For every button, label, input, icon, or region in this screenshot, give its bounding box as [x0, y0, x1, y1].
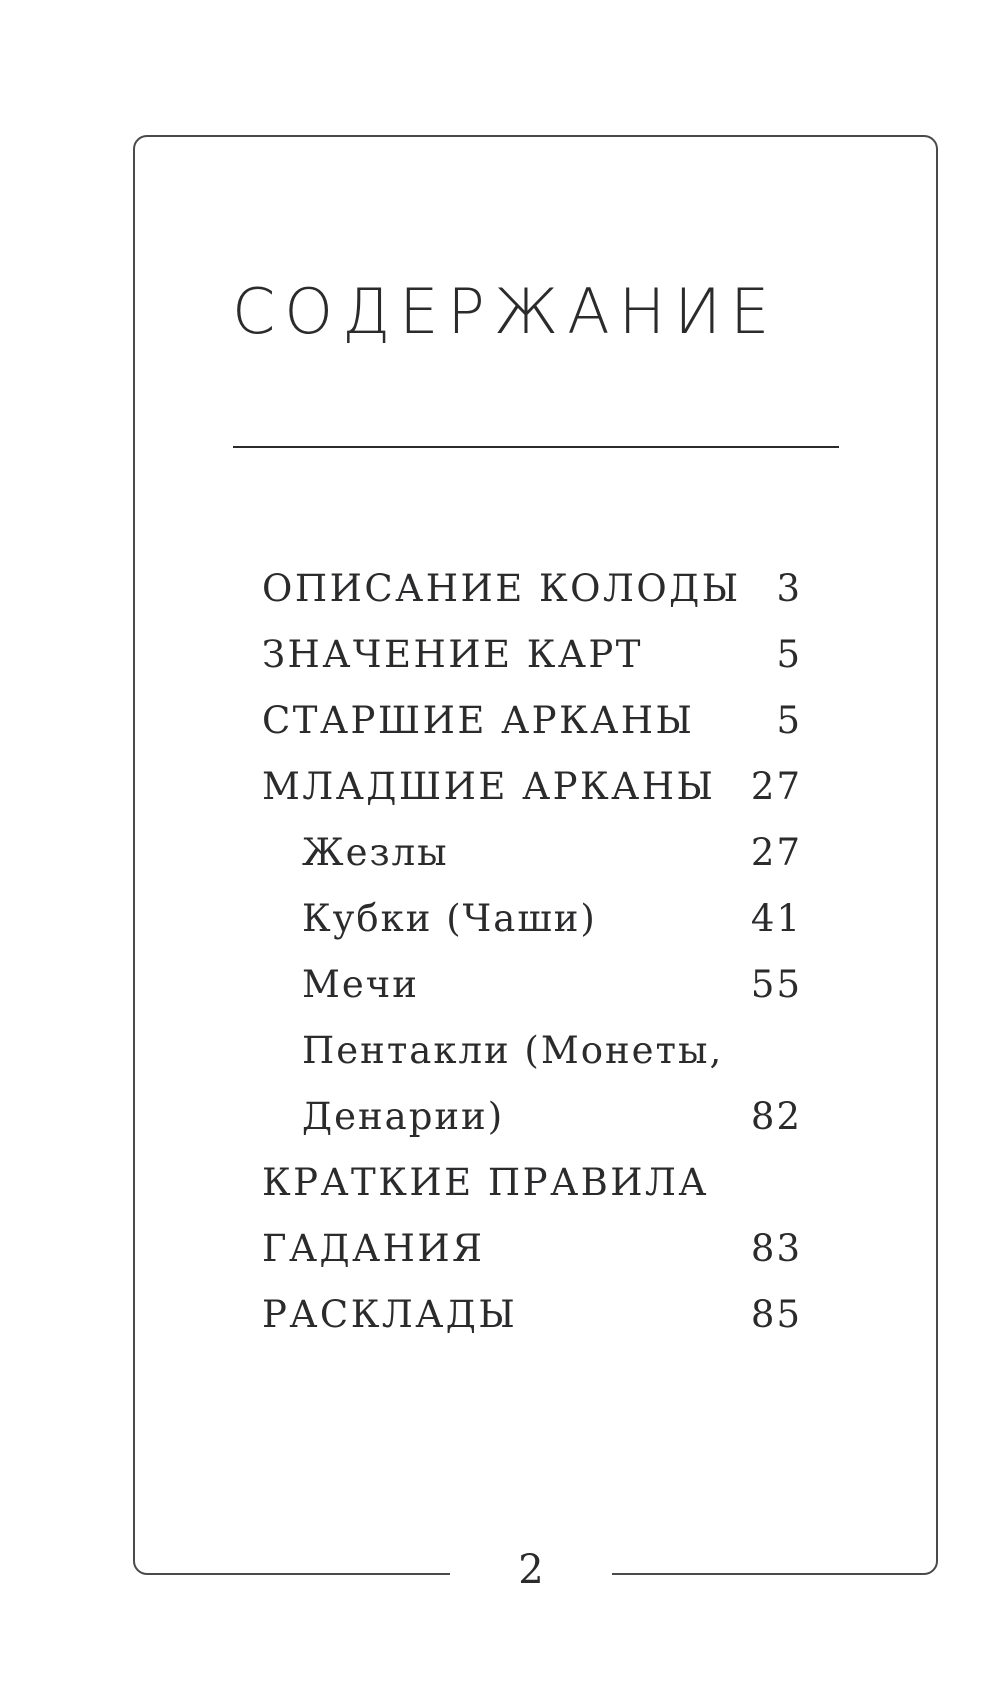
toc-entry-minor-arcana[interactable]	[262, 754, 802, 820]
toc-entry-divination-rules-continued[interactable]	[262, 1216, 802, 1282]
toc-entry-page: 27	[750, 831, 802, 874]
toc-entry-label: Мечи	[302, 963, 419, 1006]
toc-entry-label: РАСКЛАДЫ	[262, 1293, 518, 1336]
toc-entry-wands[interactable]	[262, 820, 802, 886]
toc-entry-pentacles-continued[interactable]	[262, 1084, 802, 1150]
toc-entry-deck-description[interactable]	[262, 556, 802, 622]
toc-entry-label: Кубки (Чаши)	[302, 897, 597, 940]
toc-entry-label: Жезлы	[302, 831, 449, 874]
toc-entry-label: МЛАДШИЕ АРКАНЫ	[262, 765, 716, 808]
page-title: СОДЕРЖАНИЕ	[232, 275, 779, 348]
toc-entry-card-meanings[interactable]	[262, 622, 802, 688]
table-of-contents	[262, 556, 802, 1348]
toc-entry-label: ЗНАЧЕНИЕ КАРТ	[262, 633, 643, 676]
toc-entry-label: Денарии)	[302, 1095, 505, 1138]
toc-entry-spreads[interactable]	[262, 1282, 802, 1348]
toc-entry-label: СТАРШИЕ АРКАНЫ	[262, 699, 695, 742]
toc-entry-page: 82	[750, 1095, 802, 1138]
toc-entry-page: 41	[750, 897, 802, 940]
toc-entry-page: 83	[750, 1227, 802, 1270]
toc-entry-page: 5	[776, 699, 802, 742]
page-number: 2	[518, 1547, 544, 1593]
toc-entry-label: Пентакли (Монеты,	[302, 1029, 724, 1072]
toc-entry-page: 85	[750, 1293, 802, 1336]
toc-entry-cups[interactable]	[262, 886, 802, 952]
toc-entry-page: 5	[776, 633, 802, 676]
toc-entry-page: 55	[750, 963, 802, 1006]
page-number-container	[450, 1540, 612, 1600]
title-divider	[233, 446, 839, 448]
toc-entry-divination-rules[interactable]	[262, 1150, 802, 1216]
toc-entry-label: ОПИСАНИЕ КОЛОДЫ	[262, 567, 741, 610]
toc-entry-major-arcana[interactable]	[262, 688, 802, 754]
toc-entry-label: ГАДАНИЯ	[262, 1227, 485, 1270]
toc-entry-page: 27	[750, 765, 802, 808]
toc-entry-swords[interactable]	[262, 952, 802, 1018]
toc-entry-page: 3	[776, 567, 802, 610]
toc-entry-label: КРАТКИЕ ПРАВИЛА	[262, 1161, 709, 1204]
toc-entry-pentacles[interactable]	[262, 1018, 802, 1084]
